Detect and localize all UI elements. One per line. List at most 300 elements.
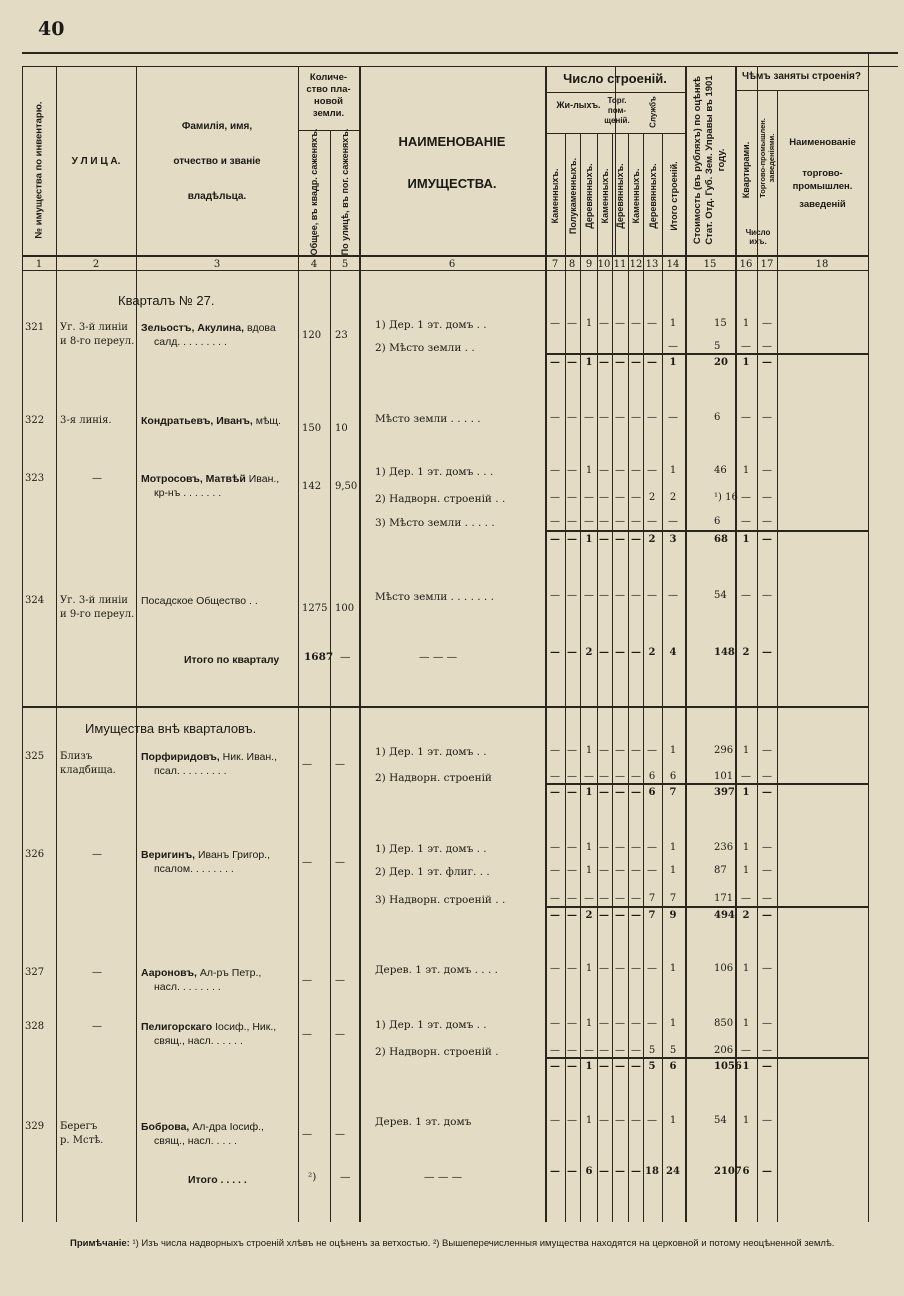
owner-title: псал. . . . . . . . .	[154, 765, 227, 777]
cell-c14: 1	[669, 963, 677, 974]
cell-c14: 6	[669, 1061, 677, 1072]
property-item: 1) Дер. 1 эт. домъ . .	[375, 319, 487, 331]
cell-c15: 148	[714, 647, 735, 658]
cell-c15: 171	[714, 893, 734, 904]
header-building-type: Каменныхъ.	[550, 168, 560, 224]
cell-c7: —	[550, 590, 560, 601]
column-rule	[777, 90, 778, 1222]
cell-c10: —	[599, 1018, 609, 1029]
cell-c8: —	[567, 963, 577, 974]
cell-c10: —	[599, 963, 609, 974]
column-number: 11	[613, 259, 627, 270]
cell-c14: 2	[669, 492, 677, 503]
cell-c10: —	[599, 1115, 609, 1126]
cell-c14: 4	[669, 647, 677, 658]
cell-c15: 494	[714, 910, 735, 921]
cell-c10: —	[599, 893, 609, 904]
column-number: 15	[703, 259, 717, 270]
cell-c14: —	[668, 341, 678, 352]
property-item: 1) Дер. 1 эт. домъ . .	[375, 843, 487, 855]
owner-name: Пелигорскаго Іосиф., Ник.,	[141, 1021, 277, 1033]
cell-c13: 2	[648, 647, 656, 658]
column-rule	[868, 52, 869, 1222]
quarter-total-label: Итого по кварталу	[184, 654, 280, 666]
cell-c13: —	[647, 1115, 657, 1126]
cell-c13: —	[647, 865, 657, 876]
cell-c14: 24	[666, 1166, 680, 1177]
header-owner: Фамилія, имя,	[181, 121, 253, 132]
cell-c16: 1	[742, 865, 750, 876]
cell-c7: —	[550, 1018, 560, 1029]
cell-c10: —	[599, 1045, 609, 1056]
cell-c16: 1	[742, 465, 750, 476]
cell-c12: —	[631, 842, 641, 853]
cell-c15: 54	[714, 590, 727, 601]
cell-c12: —	[631, 647, 641, 658]
cell-c10: —	[599, 1166, 609, 1177]
cell-c17: —	[762, 516, 772, 527]
column-rule	[685, 66, 687, 1222]
header-trade-name: заведеній	[799, 199, 846, 210]
cell-c7: —	[550, 910, 560, 921]
cell-c13: —	[647, 1018, 657, 1029]
cell-c12: —	[631, 963, 641, 974]
cell-c8: —	[567, 1061, 577, 1072]
cell-c13: —	[647, 357, 657, 368]
cell-c15: 206	[714, 1045, 734, 1056]
cell-c9: —	[584, 1045, 594, 1056]
quarter-total-land: 1687	[304, 651, 334, 663]
cell-c15: 87	[714, 865, 727, 876]
cell-c8: —	[567, 590, 577, 601]
cell-c10: —	[599, 357, 609, 368]
cell-c15: 236	[714, 842, 734, 853]
cell-c9: —	[584, 516, 594, 527]
cell-c7: —	[550, 745, 560, 756]
cell-c14: —	[668, 516, 678, 527]
row-rule	[545, 1057, 868, 1059]
cell-c8: —	[567, 357, 577, 368]
column-number: 13	[645, 259, 659, 270]
cell-c17: —	[762, 647, 772, 658]
inventory-number: 323	[25, 473, 45, 484]
cell-c9: —	[584, 492, 594, 503]
cell-c13: 2	[648, 492, 656, 503]
cell-c13: 5	[648, 1061, 656, 1072]
row-rule	[545, 353, 868, 355]
cell-c13: 2	[648, 534, 656, 545]
cell-c12: —	[631, 318, 641, 329]
column-number: 5	[341, 259, 349, 270]
cell-c10: —	[599, 647, 609, 658]
cell-c8: —	[567, 534, 577, 545]
cell-c14: 1	[669, 1115, 677, 1126]
cell-c16: 1	[742, 745, 750, 756]
cell-c13: —	[647, 963, 657, 974]
inventory-number: 325	[25, 751, 45, 762]
cell-c8: —	[567, 910, 577, 921]
header-residential: Жи-лыхъ.	[556, 100, 601, 110]
column-number: 10	[597, 259, 611, 270]
owner-name: Порфиридовъ, Ник. Иван.,	[141, 751, 278, 763]
street-name: Уг. 3-й линіи	[60, 595, 128, 606]
street-name: и 8-го переул.	[60, 336, 135, 347]
cell-c11: —	[615, 516, 625, 527]
cell-c16: 2	[742, 910, 750, 921]
cell-c14: 3	[669, 534, 677, 545]
cell-c13: 5	[648, 1045, 656, 1056]
property-item: Дерев. 1 эт. домъ	[375, 1116, 472, 1128]
cell-c9: 1	[585, 745, 593, 756]
cell-c7: —	[550, 318, 560, 329]
header-building-type: Итого строеній.	[668, 161, 679, 231]
property-item: 3) Надворн. строеній . .	[375, 894, 506, 906]
cell-c7: —	[550, 357, 560, 368]
row-rule	[22, 66, 898, 67]
cell-c9: 1	[585, 534, 593, 545]
cell-c14: 1	[669, 465, 677, 476]
cell-c7: —	[550, 647, 560, 658]
cell-c16: 1	[742, 318, 750, 329]
property-item: 2) Мѣсто земли . .	[375, 342, 475, 354]
header-inv-no: № имущества по инвентарю.	[33, 101, 45, 239]
property-item: Мѣсто земли . . . . .	[375, 413, 481, 425]
cell-c9: 1	[585, 963, 593, 974]
cell-c11: —	[615, 465, 625, 476]
cell-c7: —	[550, 1115, 560, 1126]
cell-c12: —	[631, 787, 641, 798]
header-buildings: Число строеній.	[563, 71, 667, 86]
property-item: 2) Надворн. строеній	[375, 772, 492, 784]
row-rule	[22, 270, 868, 271]
cell-c8: —	[567, 1115, 577, 1126]
cell-c15: 6	[714, 412, 721, 423]
cell-c13: —	[647, 590, 657, 601]
cell-c12: —	[631, 1045, 641, 1056]
cell-c17: —	[762, 842, 772, 853]
cell-c10: —	[599, 590, 609, 601]
column-number: 2	[92, 259, 100, 270]
column-number: 9	[585, 259, 593, 270]
cell-c17: —	[762, 865, 772, 876]
street-name: р. Мстѣ.	[60, 1135, 104, 1146]
cell-c11: —	[615, 590, 625, 601]
land-street: —	[335, 975, 345, 986]
header-property: ИМУЩЕСТВА.	[407, 176, 497, 191]
cell-c7: —	[550, 1061, 560, 1072]
street-name: 3-я линія.	[60, 415, 112, 426]
cell-c15: 54	[714, 1115, 727, 1126]
cell-c15: 2107	[714, 1166, 742, 1177]
land-total: —	[302, 857, 312, 868]
owner-name: Аароновъ, Ал-ръ Петр.,	[141, 967, 262, 979]
cell-c9: 1	[585, 865, 593, 876]
owner-title: салд. . . . . . . . .	[154, 336, 227, 348]
header-building-type: Каменныхъ.	[599, 168, 610, 224]
land-street: 23	[335, 330, 348, 341]
cell-c9: 1	[585, 842, 593, 853]
header-land-street: По улицѣ, въ пог. саженяхъ.	[339, 128, 350, 256]
cell-c17: —	[762, 534, 772, 545]
cell-c13: 7	[648, 893, 656, 904]
quarter-total-dash: — — —	[419, 651, 458, 663]
cell-c11: —	[615, 1115, 625, 1126]
cell-c12: —	[631, 771, 641, 782]
column-rule	[136, 66, 137, 1222]
cell-c16: —	[741, 492, 751, 503]
cell-c7: —	[550, 516, 560, 527]
cell-c10: —	[599, 771, 609, 782]
cell-c8: —	[567, 1018, 577, 1029]
cell-c9: 2	[585, 910, 593, 921]
header-building-type: Деревянныхъ.	[583, 163, 594, 229]
column-number: 17	[760, 259, 774, 270]
cell-c17: —	[762, 745, 772, 756]
cell-c14: 1	[669, 318, 677, 329]
header-owner: владѣльца.	[187, 191, 247, 202]
street-name: Уг. 3-й линіи	[60, 322, 128, 333]
cell-c14: —	[668, 590, 678, 601]
column-number: 1	[35, 259, 43, 270]
grand-total-label: Итого . . . . .	[188, 1174, 247, 1186]
row-rule	[545, 783, 868, 785]
land-total: 120	[302, 330, 322, 341]
cell-c16: 6	[742, 1166, 750, 1177]
property-item: Мѣсто земли . . . . . . .	[375, 591, 494, 603]
property-item: 3) Мѣсто земли . . . . .	[375, 517, 495, 529]
column-number: 6	[448, 259, 456, 270]
street-name: —	[92, 473, 102, 484]
cell-c10: —	[599, 318, 609, 329]
cell-c16: —	[741, 590, 751, 601]
cell-c9: 1	[585, 1018, 593, 1029]
street-name: Берегъ	[60, 1121, 98, 1132]
cell-c16: —	[741, 516, 751, 527]
cell-c15: 106	[714, 963, 734, 974]
cell-c16: —	[741, 1045, 751, 1056]
land-street: —	[335, 857, 345, 868]
header-count: Число ихъ.	[745, 228, 771, 246]
cell-c16: 1	[742, 963, 750, 974]
land-street: 9,50	[335, 481, 358, 492]
cell-c15: 15	[714, 318, 727, 329]
cell-c14: 6	[669, 771, 677, 782]
cell-c16: 2	[742, 647, 750, 658]
owner-title: насл. . . . . . . .	[154, 981, 221, 993]
row-rule	[22, 255, 868, 257]
property-item: 1) Дер. 1 эт. домъ . .	[375, 746, 487, 758]
cell-c11: —	[615, 357, 625, 368]
cell-c7: —	[550, 787, 560, 798]
cell-c10: —	[599, 842, 609, 853]
cell-c16: —	[741, 893, 751, 904]
cell-c17: —	[762, 910, 772, 921]
section-quarter-title: Кварталъ № 27.	[118, 293, 215, 308]
cell-c9: 6	[585, 1166, 593, 1177]
header-owner: отчество и званіе	[173, 156, 261, 167]
cell-c11: —	[615, 412, 625, 423]
cell-c11: —	[615, 647, 625, 658]
cell-c16: 1	[742, 842, 750, 853]
cell-c9: 1	[585, 465, 593, 476]
column-rule	[330, 130, 331, 1222]
column-rule	[56, 66, 57, 1222]
cell-c10: —	[599, 412, 609, 423]
street-name: —	[92, 849, 102, 860]
cell-c12: —	[631, 865, 641, 876]
cell-c15: 101	[714, 771, 734, 782]
header-building-type: Деревянныхъ.	[615, 163, 625, 229]
header-property: НАИМЕНОВАНІЕ	[398, 134, 506, 149]
cell-c11: —	[615, 910, 625, 921]
section-outside-title: Имущества внѣ кварталовъ.	[85, 721, 257, 736]
cell-c12: —	[631, 590, 641, 601]
row-rule	[545, 530, 868, 532]
cell-c14: 9	[669, 910, 677, 921]
inventory-number: 321	[25, 322, 45, 333]
cell-c16: 1	[742, 357, 750, 368]
cell-c7: —	[550, 1166, 560, 1177]
cell-c13: 18	[645, 1166, 659, 1177]
cell-c8: —	[567, 865, 577, 876]
row-rule	[735, 90, 868, 91]
cell-c10: —	[599, 865, 609, 876]
property-item: 1) Дер. 1 эт. домъ . . .	[375, 466, 494, 478]
cell-c12: —	[631, 893, 641, 904]
land-total: —	[302, 975, 312, 986]
cell-c17: —	[762, 590, 772, 601]
cell-c15: 20	[714, 357, 728, 368]
cell-c15: 397	[714, 787, 735, 798]
cell-c17: —	[762, 1045, 772, 1056]
cell-c14: 7	[669, 893, 677, 904]
footnote: Примѣчаніе: ¹) Изъ числа надворныхъ строеній хлѣвъ не оцѣненъ за ветхостью. ²) Вышеперечисленныя имущества находятся на церковной и потому неоцѣненной землѣ.	[70, 1238, 835, 1249]
cell-c11: —	[615, 1018, 625, 1029]
cell-c11: —	[615, 745, 625, 756]
grand-total-dash: — — —	[424, 1171, 463, 1183]
cell-c12: —	[631, 412, 641, 423]
land-street: —	[335, 1029, 345, 1040]
land-total: —	[302, 759, 312, 770]
row-rule	[22, 706, 868, 708]
cell-c7: —	[550, 492, 560, 503]
cell-c7: —	[550, 412, 560, 423]
cell-c9: 1	[585, 318, 593, 329]
cell-c12: —	[631, 1115, 641, 1126]
cell-c14: —	[668, 412, 678, 423]
cell-c7: —	[550, 893, 560, 904]
cell-c11: —	[615, 1045, 625, 1056]
quarter-total-street: —	[340, 651, 351, 663]
inventory-number: 327	[25, 967, 45, 978]
cell-c9: —	[584, 771, 594, 782]
cell-c13: 6	[648, 771, 656, 782]
land-total: 142	[302, 481, 322, 492]
cell-c11: —	[615, 1166, 625, 1177]
cell-c11: —	[615, 771, 625, 782]
cell-c8: —	[567, 647, 577, 658]
cell-c9: —	[584, 590, 594, 601]
column-number: 4	[310, 259, 318, 270]
cell-c15: 5	[714, 341, 721, 352]
cell-c13: —	[647, 465, 657, 476]
cell-c15: 1056	[714, 1061, 742, 1072]
cell-c13: 7	[648, 910, 656, 921]
header-service: Службъ	[648, 96, 657, 128]
cell-c11: —	[615, 865, 625, 876]
cell-c13: —	[647, 745, 657, 756]
street-name: и 9-го переул.	[60, 609, 135, 620]
column-rule	[298, 66, 299, 1222]
cell-c11: —	[615, 1061, 625, 1072]
cell-c8: —	[567, 412, 577, 423]
owner-name: Зельостъ, Акулина, вдова	[141, 322, 276, 334]
cell-c14: 1	[669, 745, 677, 756]
cell-c16: —	[741, 341, 751, 352]
owner-title: свящ., насл. . . . . .	[154, 1035, 243, 1047]
cell-c9: —	[584, 412, 594, 423]
header-trade-name: Наименованіе	[789, 137, 856, 148]
column-number: 12	[629, 259, 643, 270]
row-rule	[545, 906, 868, 908]
cell-c11: —	[615, 893, 625, 904]
cell-c17: —	[762, 1115, 772, 1126]
column-rule	[545, 66, 547, 1222]
header-building-type: Полукаменныхъ.	[567, 157, 578, 235]
cell-c15: 46	[714, 465, 727, 476]
cell-c10: —	[599, 910, 609, 921]
owner-title: кр-нъ . . . . . . .	[154, 487, 222, 499]
cell-c17: —	[762, 465, 772, 476]
cell-c17: —	[762, 1166, 772, 1177]
owner-title: свящ., насл. . . . .	[154, 1135, 238, 1147]
cell-c12: —	[631, 1166, 641, 1177]
cell-c11: —	[615, 787, 625, 798]
property-item: 2) Надворн. строеній .	[375, 1046, 499, 1058]
header-building-type: Деревянныхъ.	[647, 163, 658, 229]
cell-c10: —	[599, 492, 609, 503]
street-name: кладбища.	[60, 765, 116, 776]
header-land-group: Количе-ство пла-новой земли.	[306, 72, 351, 119]
cell-c11: —	[615, 492, 625, 503]
column-number: 7	[551, 259, 559, 270]
header-occupied: Чѣмъ заняты строенія?	[741, 71, 861, 82]
cell-c10: —	[599, 1061, 609, 1072]
cell-c8: —	[567, 771, 577, 782]
header-trade-est: Торгово-промышлен. заведеніями.	[758, 118, 776, 198]
cell-c17: —	[762, 771, 772, 782]
owner-name: Посадское Общество . .	[141, 595, 258, 607]
row-rule	[545, 133, 685, 134]
cell-c12: —	[631, 465, 641, 476]
cell-c13: —	[647, 516, 657, 527]
land-street: 100	[335, 603, 355, 614]
cell-c8: —	[567, 516, 577, 527]
cell-c12: —	[631, 1061, 641, 1072]
cell-c17: —	[762, 1018, 772, 1029]
column-rule	[22, 66, 23, 1222]
cell-c14: 5	[669, 1045, 677, 1056]
cell-c11: —	[615, 963, 625, 974]
column-number: 8	[568, 259, 576, 270]
owner-name: Боброва, Ал-дра Іосиф.,	[141, 1121, 264, 1133]
cell-c16: 1	[742, 787, 750, 798]
property-item: 2) Надворн. строеній . .	[375, 493, 506, 505]
land-total: 150	[302, 423, 322, 434]
cell-c8: —	[567, 893, 577, 904]
street-name: Близъ	[60, 751, 93, 762]
cell-c10: —	[599, 787, 609, 798]
